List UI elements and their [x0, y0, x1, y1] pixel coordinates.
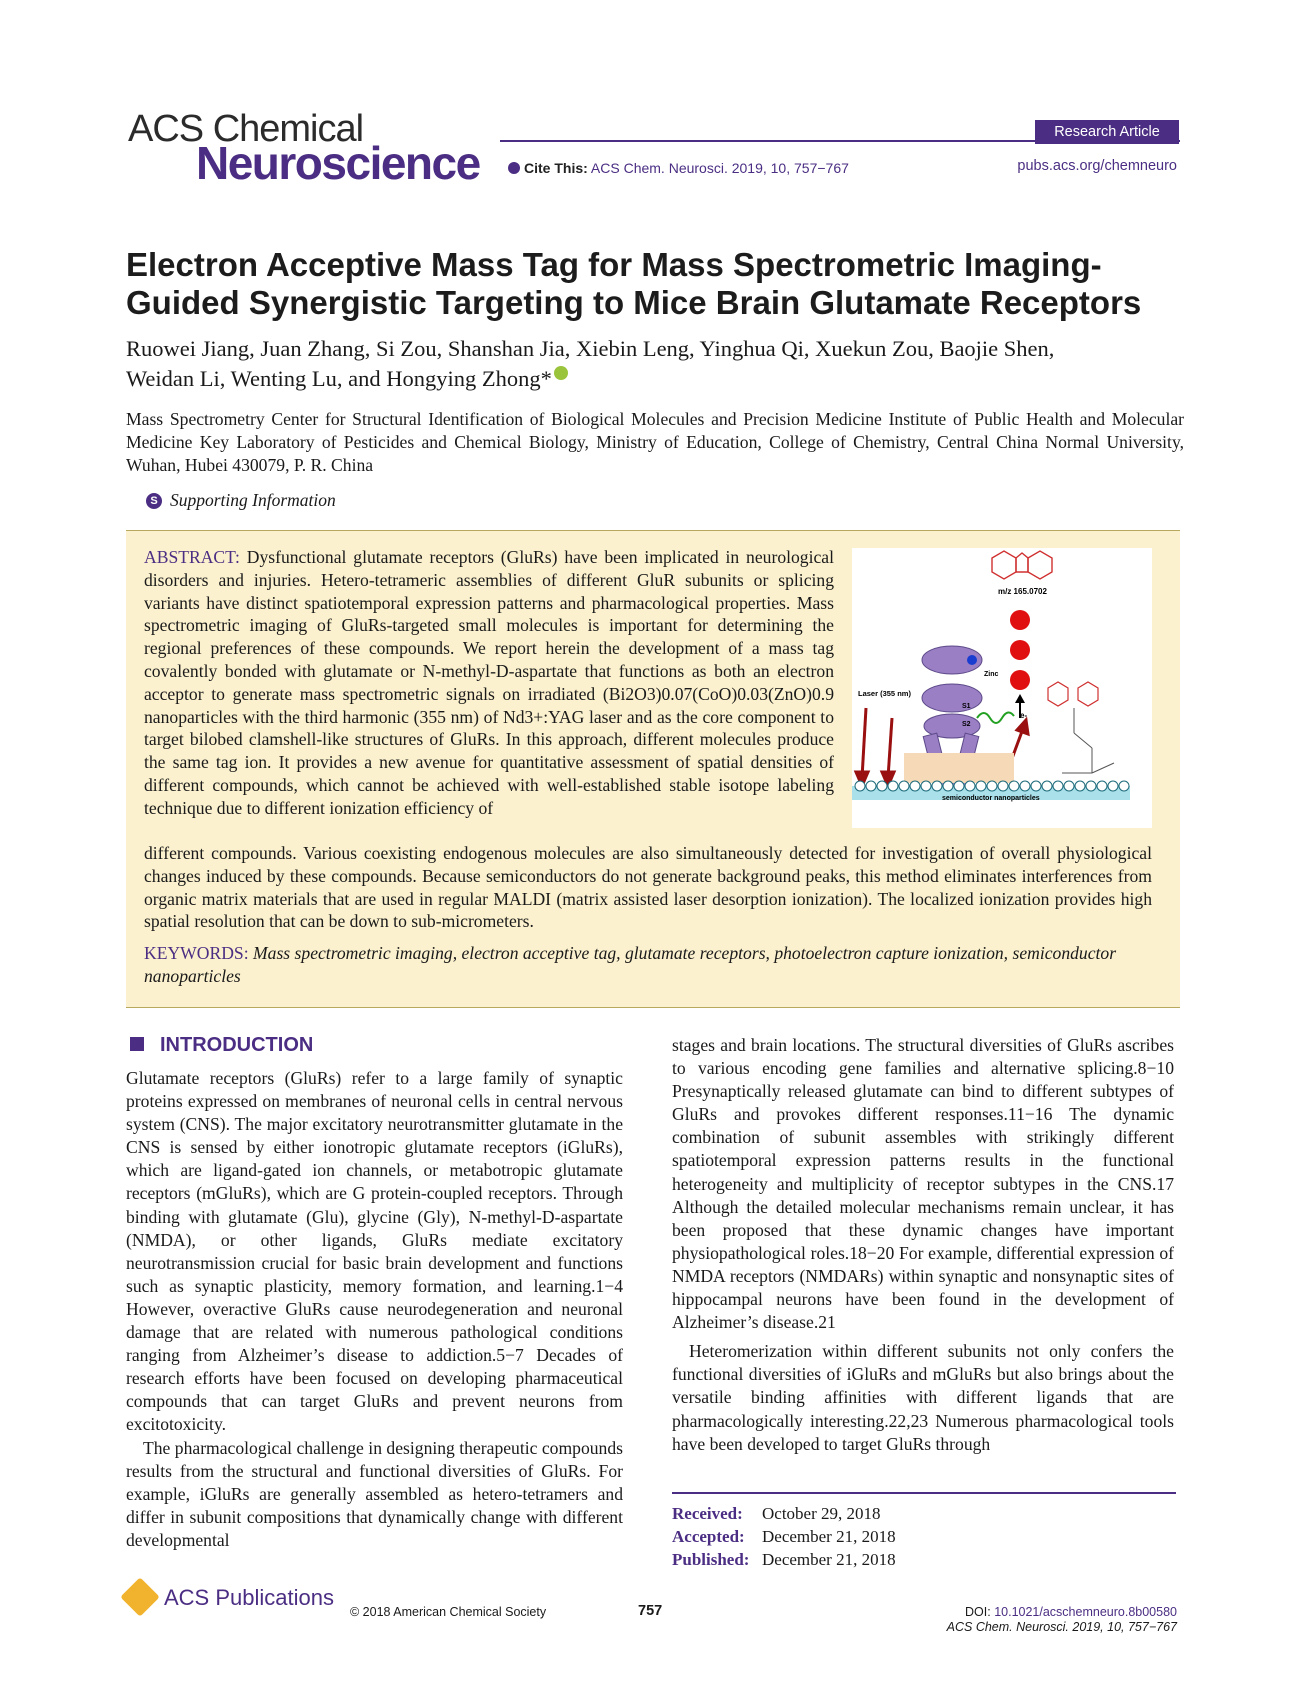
authors-line-1: Ruowei Jiang, Juan Zhang, Si Zou, Shanshan Jia, Xiebin Leng, Yinghua Qi, Xuekun Zou, Baojie Shen,	[126, 336, 1055, 361]
nanoparticle-row	[855, 781, 1129, 791]
toc-ion-dot-1	[1010, 610, 1030, 630]
cite-icon[interactable]	[508, 162, 520, 174]
footer-citation: ACS Chem. Neurosci. 2019, 10, 757−767	[946, 1620, 1177, 1634]
section-heading-text: INTRODUCTION	[160, 1034, 314, 1056]
doi-label: DOI:	[965, 1605, 991, 1619]
supporting-info-icon: S	[146, 493, 162, 509]
abstract-body-a: Dysfunctional glutamate receptors (GluRs) have been implicated in neurological disorders and injuries. Hetero-tetrameric assemblies of different GluR subunits or splicing variants have distinct spatiotemporal expression patterns and pharmacological properties. Mass spectrometric imaging of GluRs-targeted small molecules is important for determining the regional preferences of these compounds. We report herein the development of a mass tag covalently bonded with glutamate or N-methyl-D-aspartate that functions as both an electron acceptor to generate mass spectrometric signals on irradiated (Bi2O3)0.07(CoO)0.03(ZnO)0.9 nanoparticles with the third harmonic (355 nm) of Nd3+:YAG laser and as the core component to target bilobed clamshell-like structures of GluRs. In this approach, different molecules produce the same tag ion. It provides a new avenue for quantitative assessment of spatial densities of different compounds, which cannot be achieved with well-established stable isotope labeling technique due to different ionization efficiency of	[144, 547, 834, 818]
abstract-label: ABSTRACT:	[144, 547, 240, 567]
article-dates	[672, 1502, 896, 1571]
doi-block	[947, 1605, 1177, 1635]
keywords-label: KEYWORDS:	[144, 943, 249, 963]
keywords	[144, 942, 1152, 988]
article-type-badge: Research Article	[1035, 120, 1179, 144]
zinc-site	[967, 655, 977, 665]
abstract-text-a	[144, 546, 834, 820]
affiliation: Mass Spectrometry Center for Structural Identification of Biological Molecules and Precision Medicine Institute of Public Health and Molecular Medicine Key Laboratory of Pesticides and Chemical Biology, Ministry of Education, College of Chemistry, Central China Normal University, Wuhan, Hubei 430079, P. R. China	[126, 409, 1184, 475]
dates-rule	[672, 1492, 1176, 1494]
toc-zinc-label: Zinc	[984, 671, 999, 678]
toc-s2-label: S2	[962, 721, 971, 728]
abstract-body-b: different compounds. Various coexisting endogenous molecules are also simultaneously detected for investigation of overall physiological changes induced by these compounds. Because semiconductors do not generate background peaks, this method eliminates interferences from organic matrix materials that are used in regular MALDI (matrix assisted laser desorption ionization). The localized ionization provides high spatial resolution that can be down to sub-micrometers.	[144, 843, 1152, 932]
journal-name-line1: ACS Chemical	[128, 108, 364, 150]
journal-name-line2: Neuroscience	[196, 137, 480, 189]
intro-paragraph-4: Heteromerization within different subunits not only confers the functional diversities of iGluRs and mGluRs but also brings about the versatile binding affinities with different ligands that are pharmacologically interesting.22,23 Numerous pharmacological tools have been developed to target GluRs through	[672, 1341, 1174, 1454]
cite-label: Cite This:	[524, 160, 588, 176]
intro-paragraph-3: stages and brain locations. The structural diversities of GluRs ascribes to various encoding gene families and alternative splicing.8−10 Presynaptically released glutamate can bind to different subtypes of GluRs and provokes different responses.11−16 The dynamic combination of subunit assembles with strikingly different spatiotemporal expression patterns results in the functional heterogeneity and multiplicity of receptor subtypes in the CNS.17 Although the detailed molecular mechanisms remain unclear, it has been proposed that these dynamic changes have important physiopathological roles.18−20 For example, differential expression of NMDA receptors (NMDARs) within synaptic and nonsynaptic sites of hippocampal neurons have been found in the development of Alzheimer’s disease.21	[672, 1035, 1174, 1333]
orcid-icon[interactable]	[554, 366, 568, 380]
article-title	[126, 246, 1186, 322]
received-label: Received:	[672, 1504, 743, 1523]
acs-logo-text: ACS Publications	[164, 1585, 334, 1610]
toc-ion-dot-2	[1010, 640, 1030, 660]
keywords-list: Mass spectrometric imaging, electron acceptive tag, glutamate receptors, photoelectron capture ionization, semiconductor nanoparticles	[144, 943, 1117, 986]
toc-s1-label: S1	[962, 703, 971, 710]
toc-graphic	[852, 548, 1152, 828]
toc-laser-label: Laser (355 nm)	[858, 689, 911, 698]
supporting-information-label: Supporting Information	[170, 490, 336, 510]
toc-mz-label: m/z 165.0702	[998, 587, 1047, 596]
toc-electron-label: e-	[1020, 711, 1028, 720]
acs-logo-icon	[120, 1577, 160, 1617]
accepted-date: December 21, 2018	[762, 1527, 896, 1546]
supporting-information-link[interactable]	[146, 490, 336, 511]
title-line-1: Electron Acceptive Mass Tag for Mass Spectrometric Imaging-	[126, 246, 1102, 283]
intro-left-column	[126, 1067, 623, 1552]
author-list	[126, 334, 1186, 394]
toc-semiconductor-label: semiconductor nanoparticles	[942, 795, 1040, 802]
published-label: Published:	[672, 1550, 750, 1569]
received-date: October 29, 2018	[762, 1504, 881, 1523]
cite-reference[interactable]: ACS Chem. Neurosci. 2019, 10, 757−767	[590, 160, 849, 176]
published-date: December 21, 2018	[762, 1550, 896, 1569]
intro-paragraph-2: The pharmacological challenge in designing therapeutic compounds results from the structural and functional diversities of GluRs. For example, iGluRs are generally assembled as hetero-tetramers and differ in subunit compositions that dynamically change with different developmental	[126, 1437, 623, 1550]
journal-website-link[interactable]: pubs.acs.org/chemneuro	[1017, 158, 1177, 174]
toc-ion-dot-3	[1010, 670, 1030, 690]
copyright: © 2018 American Chemical Society	[350, 1605, 547, 1619]
page-number: 757	[638, 1603, 663, 1619]
section-square-icon	[130, 1037, 144, 1051]
section-heading-introduction	[130, 1034, 313, 1057]
acs-publications-logo[interactable]	[126, 1583, 334, 1611]
accepted-label: Accepted:	[672, 1527, 745, 1546]
membrane-band	[904, 753, 1014, 783]
cite-line	[508, 160, 849, 176]
title-line-2: Guided Synergistic Targeting to Mice Brain Glutamate Receptors	[126, 284, 1142, 321]
intro-right-column	[672, 1034, 1174, 1456]
doi-link[interactable]: 10.1021/acschemneuro.8b00580	[994, 1605, 1177, 1619]
intro-paragraph-1: Glutamate receptors (GluRs) refer to a large family of synaptic proteins expressed on membranes of neuronal cells in central nervous system (CNS). The major excitatory neurotransmitter glutamate in the CNS is sensed by either ionotropic glutamate receptors (iGluRs), which are ligand-gated ion channels, or metabotropic glutamate receptors (mGluRs), which are G protein-coupled receptors. Through binding with glutamate (Glu), glycine (Gly), N-methyl-D-aspartate (NMDA), or other ligands, GluRs mediate excitatory neurotransmission crucial for basic brain development and functions such as synaptic plasticity, memory formation, and learning.1−4 However, overactive GluRs cause neurodegeneration and neuronal damage that are related with numerous pathological conditions ranging from Alzheimer’s disease to addiction.5−7 Decades of research efforts have been focused on developing pharmaceutical compounds that can target GluRs and prevent neurons from excitotoxicity.	[126, 1068, 623, 1435]
authors-line-2: Weidan Li, Wenting Lu, and Hongying Zhong*	[126, 366, 552, 391]
